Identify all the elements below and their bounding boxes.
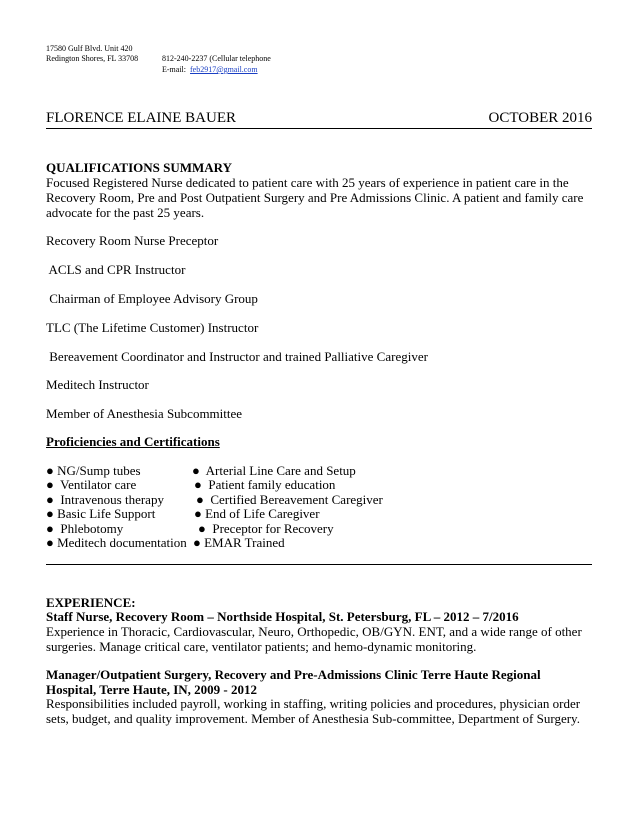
proficiency-item: ● Ventilator care <box>46 477 137 492</box>
proficiency-item: ● NG/Sump tubes <box>46 463 141 478</box>
candidate-name: FLORENCE ELAINE BAUER <box>46 110 236 126</box>
section-divider <box>46 564 592 565</box>
role-item: TLC (The Lifetime Customer) Instructor <box>46 320 259 335</box>
summary-text: Focused Registered Nurse dedicated to patient care with 25 years of experience in patient care in the Recovery Room, Pre and Post Outpatient Surgery and Pre Admissions Clinic. A patient and family care advocate for the past 25 years. <box>46 175 584 220</box>
proficiency-item: ● Meditech documentation <box>46 535 187 550</box>
email-link[interactable]: feb2917@gmail.com <box>190 65 258 74</box>
experience-heading: EXPERIENCE: <box>46 595 136 610</box>
job-description: Responsibilities included payroll, working in staffing, writing policies and procedures, physician order sets, budget, and quality improvement. Member of Anesthesia Sub-committee, Department of Surgery. <box>46 696 581 726</box>
phone-number: 812-240-2237 (Cellular telephone <box>162 54 271 63</box>
proficiency-item: ● Preceptor for Recovery <box>198 521 334 536</box>
address-line-1: 17580 Gulf Blvd. Unit 420 <box>46 44 133 53</box>
role-item: Chairman of Employee Advisory Group <box>46 291 258 306</box>
proficiency-item: ● End of Life Caregiver <box>194 506 320 521</box>
resume-date: OCTOBER 2016 <box>488 110 592 126</box>
proficiency-item: ● EMAR Trained <box>193 535 285 550</box>
email-label: E-mail: <box>162 65 186 74</box>
role-item: Meditech Instructor <box>46 377 149 392</box>
job-description: Experience in Thoracic, Cardiovascular, Neuro, Orthopedic, OB/GYN. ENT, and a wide range of other surgeries. Manage critical care, ventilator patients; and hemo-dynamic monitoring. <box>46 624 582 654</box>
proficiency-item: ● Arterial Line Care and Setup <box>192 463 356 478</box>
job-title: Manager/Outpatient Surgery, Recovery and Pre-Admissions Clinic Terre Haute Regional Hospital, Terre Haute, IN, 2009 - 2012 <box>46 667 541 697</box>
name-header <box>46 109 592 129</box>
proficiencies-heading: Proficiencies and Certifications <box>46 434 220 449</box>
role-item: Recovery Room Nurse Preceptor <box>46 233 219 248</box>
summary-heading: QUALIFICATIONS SUMMARY <box>46 160 233 175</box>
role-item: Bereavement Coordinator and Instructor and trained Palliative Caregiver <box>46 349 428 364</box>
proficiency-item: ● Phlebotomy <box>46 521 124 536</box>
proficiency-item: ● Certified Bereavement Caregiver <box>196 492 383 507</box>
proficiency-item: ● Intravenous therapy <box>46 492 164 507</box>
job-title: Staff Nurse, Recovery Room – Northside Hospital, St. Petersburg, FL – 2012 – 7/2016 <box>46 609 519 624</box>
proficiency-item: ● Patient family education <box>194 477 336 492</box>
role-item: ACLS and CPR Instructor <box>46 262 186 277</box>
email-line <box>162 65 258 75</box>
role-item: Member of Anesthesia Subcommittee <box>46 406 243 421</box>
proficiency-item: ● Basic Life Support <box>46 506 156 521</box>
address-line-2: Redington Shores, FL 33708 <box>46 54 139 63</box>
